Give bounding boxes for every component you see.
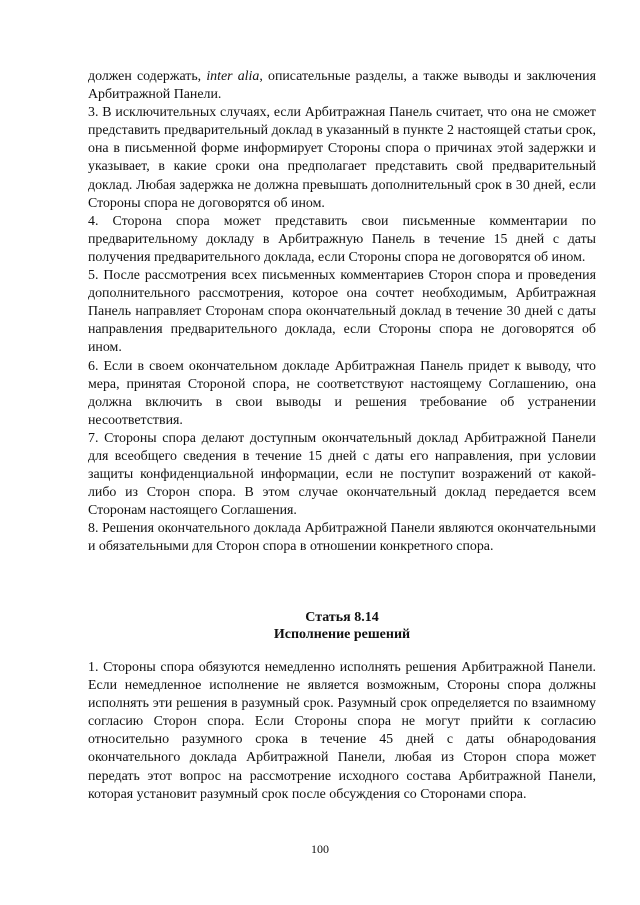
article-body xyxy=(88,659,596,804)
paragraph: должен содержать, inter alia, описательные разделы, а также выводы и заключения Арбитражной Панели. xyxy=(88,69,596,103)
article-title: Исполнение решений xyxy=(273,627,411,642)
paragraph: 5. После рассмотрения всех письменных комментариев Сторон спора и проведения дополнительного рассмотрения, которое она сочтет необходимым, Арбитражная Панель направляет Сторонам спора окончательный доклад в течение 30 дней с даты направления предварительного доклада, если Стороны спора не договорятся об ином. xyxy=(88,268,596,356)
paragraph: 6. Если в своем окончательном докладе Арбитражная Панель придет к выводу, что мера, принятая Стороной спора, не соответствуют настоящему Соглашению, она должна включить в свои выводы и решения требование об устранении несоответствия. xyxy=(88,358,596,428)
body-text xyxy=(88,68,596,557)
latin-phrase: inter alia xyxy=(206,69,260,84)
paragraph: 7. Стороны спора делают доступным окончательный доклад Арбитражной Панели для всеобщего сведения в течение 15 дней с даты его направления, при условии защиты конфиденциальной информации, если не поступит возражений от какой-либо из Сторон спора. В этом случае окончательный доклад передается всем Сторонам настоящего Соглашения. xyxy=(88,430,596,519)
paragraph: 4. Сторона спора может представить свои письменные комментарии по предварительному докладу в Арбитражную Панель в течение 15 дней с даты получения предварительного доклада, если Стороны спора не договорятся об ином. xyxy=(88,213,596,265)
article-number: Статья 8.14 xyxy=(305,610,379,625)
paragraph: 8. Решения окончательного доклада Арбитражной Панели являются окончательными и обязательными для Сторон спора в отношении конкретного спора. xyxy=(88,521,596,555)
page-number: 100 xyxy=(311,842,329,856)
paragraph: 1. Стороны спора обязуются немедленно исполнять решения Арбитражной Панели. Если немедленное исполнение не является возможным, Стороны спора должны исполнять эти решения в разумный срок. Разумный срок определяется по взаимному согласию Сторон спора. Если Стороны спора не могут прийти к согласию относительно разумного срока в течение 45 дней с даты обнародования окончательного доклада Арбитражной Панели, любая из Сторон спора может передать этот вопрос на рассмотрение исходного состава Арбитражной Панели, которая установит разумный срок после обсуждения со Сторонами спора. xyxy=(88,660,596,802)
paragraph: 3. В исключительных случаях, если Арбитражная Панель считает, что она не сможет представить предварительный доклад в указанный в пункте 2 настоящей статьи срок, она в письменной форме информирует Стороны спора о причинах этой задержки и указывает, в какие сроки она предполагает представить свой предварительный доклад. Любая задержка не должна превышать дополнительный срок в 30 дней, если Стороны спора не договорятся об ином. xyxy=(88,105,596,211)
